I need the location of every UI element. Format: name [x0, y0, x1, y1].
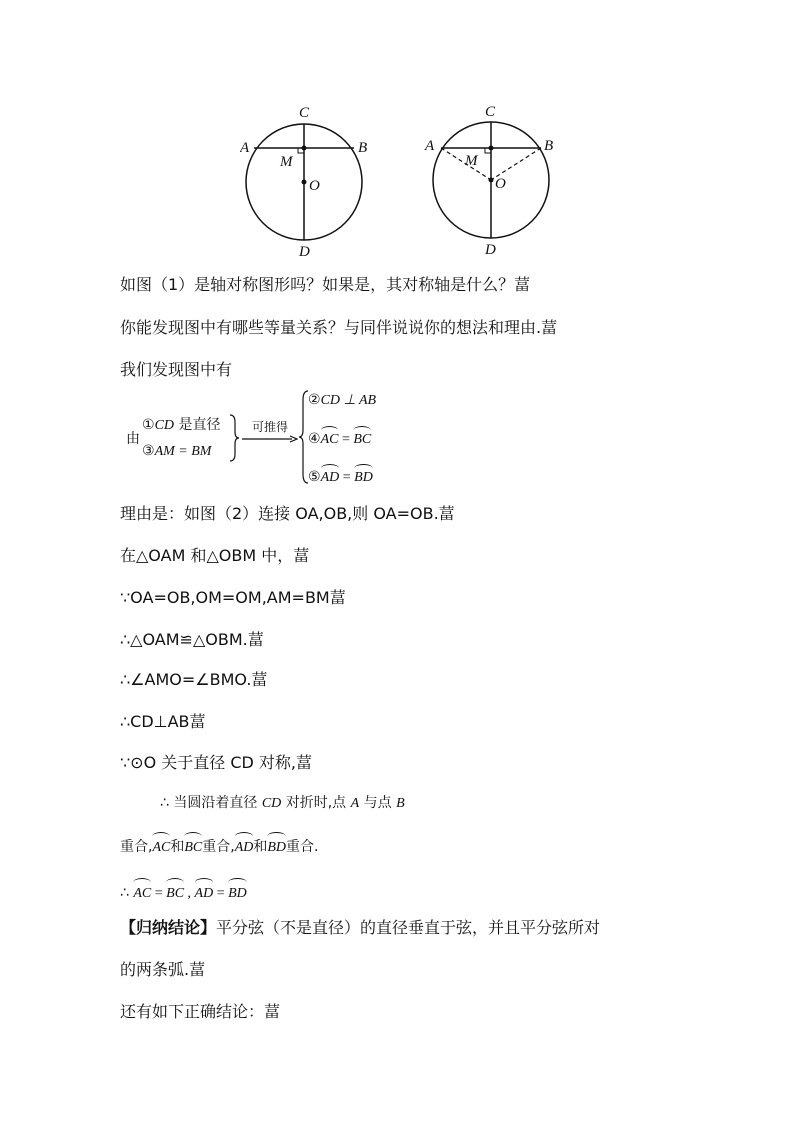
point-m [302, 146, 307, 151]
res2-eq: = [338, 432, 354, 447]
label-m: M [465, 153, 478, 169]
conclusion-line-3: 还有如下正确结论：葍 [120, 1002, 281, 1021]
proof-line-1: 理由是：如图（2）连接 OA,OB,则 OA=OB.葍 [120, 504, 455, 523]
arc-ad: AD [235, 834, 254, 858]
question-3: 我们发现图中有 [120, 360, 233, 379]
l8-b: CD [261, 796, 282, 811]
arrow [242, 435, 298, 443]
conclusion-line-1 [120, 918, 600, 938]
l9-g: 和 [253, 839, 268, 855]
label-a: A [240, 140, 250, 156]
figure-2 [422, 100, 562, 260]
proof-line-5: ∴∠AMO=∠BMO.葍 [120, 670, 268, 689]
proof-line-6: ∴CD⊥AB葍 [120, 712, 206, 731]
arc-bc: BC [166, 880, 184, 904]
arc-bd: BD [267, 834, 286, 858]
cond1-math: CD [154, 418, 175, 433]
label-b: B [544, 138, 554, 154]
cond2-math: AM = BM [154, 444, 212, 459]
proof-line-3: ∵OA=OB,OM=OM,AM=BM葍 [120, 588, 346, 607]
proof-line-10 [120, 880, 247, 904]
question-2: 你能发现图中有哪些等量关系？与同伴说说你的想法和理由.葍 [120, 318, 558, 337]
result-1 [308, 392, 376, 409]
condition-2 [142, 443, 211, 460]
label-m: M [280, 154, 293, 170]
point-m [489, 146, 494, 151]
condition-1 [142, 414, 220, 434]
point-o [302, 180, 307, 185]
arc-bd: BD [354, 466, 373, 486]
label-d: D [299, 244, 310, 260]
l10-e: , [184, 886, 195, 901]
derivation-prefix: 由 [126, 431, 140, 447]
res1-num: ② [308, 392, 321, 408]
label-o: O [309, 178, 320, 194]
proof-line-4: ∴△OAM≌△OBM.葍 [120, 630, 264, 649]
point-o [489, 178, 494, 183]
label-c: C [485, 104, 496, 120]
l8-d: A [350, 796, 360, 811]
label-b: B [358, 140, 368, 156]
l10-g: = [213, 886, 229, 901]
derivation-diagram [124, 388, 404, 488]
arc-ad: AD [195, 880, 214, 904]
arc-ad: AD [321, 466, 340, 486]
question-1: 如图（1）是轴对称图形吗？如果是，其对称轴是什么？葍 [120, 275, 531, 294]
label-d: D [485, 242, 496, 258]
conclusion-line-2: 的两条弧.葍 [120, 960, 206, 979]
l9-i: 重合. [286, 839, 319, 855]
arrow-label: 可推得 [252, 420, 289, 434]
conclusion-tag: 【归纳结论】 [120, 918, 217, 937]
arc-bc: BC [353, 428, 371, 448]
l9-e: 重合, [202, 839, 235, 855]
arc-ac: AC [152, 834, 170, 858]
arc-bc: BC [184, 834, 202, 858]
l10-a: ∴ [120, 885, 134, 901]
label-o: O [495, 176, 506, 192]
result-2 [308, 428, 371, 448]
cond1-text: 是直径 [174, 417, 221, 433]
arc-ac: AC [321, 428, 339, 448]
proof-line-9 [120, 834, 318, 858]
l8-e: 与点 [359, 795, 397, 811]
l10-c: = [151, 886, 167, 901]
arc-ac: AC [133, 880, 151, 904]
proof-line-7: ∵⊙O 关于直径 CD 对称,葍 [120, 753, 313, 772]
l9-a: 重合, [120, 839, 153, 855]
res2-num: ④ [308, 431, 321, 447]
label-c: C [299, 105, 310, 121]
res3-eq: = [339, 470, 355, 485]
l8-f: B [396, 796, 405, 811]
res1-math: CD ⊥ AB [320, 393, 377, 408]
figure-1 [240, 100, 380, 260]
cond1-num: ① [142, 417, 155, 433]
cond2-num: ③ [142, 443, 155, 459]
result-3 [308, 466, 373, 486]
brace-right [228, 414, 240, 462]
arc-bd: BD [228, 880, 247, 904]
conclusion-text-1: 平分弦（不是直径）的直径垂直于弦，并且平分弦所对 [216, 918, 601, 937]
label-a: A [425, 138, 435, 154]
l8-a: ∴ 当圆沿着直径 [160, 795, 262, 811]
proof-line-8 [160, 793, 405, 814]
l8-c: 对折时,点 [281, 795, 351, 811]
proof-line-2: 在△OAM 和△OBM 中，葍 [120, 546, 310, 565]
res3-num: ⑤ [308, 469, 321, 485]
l9-c: 和 [170, 839, 185, 855]
